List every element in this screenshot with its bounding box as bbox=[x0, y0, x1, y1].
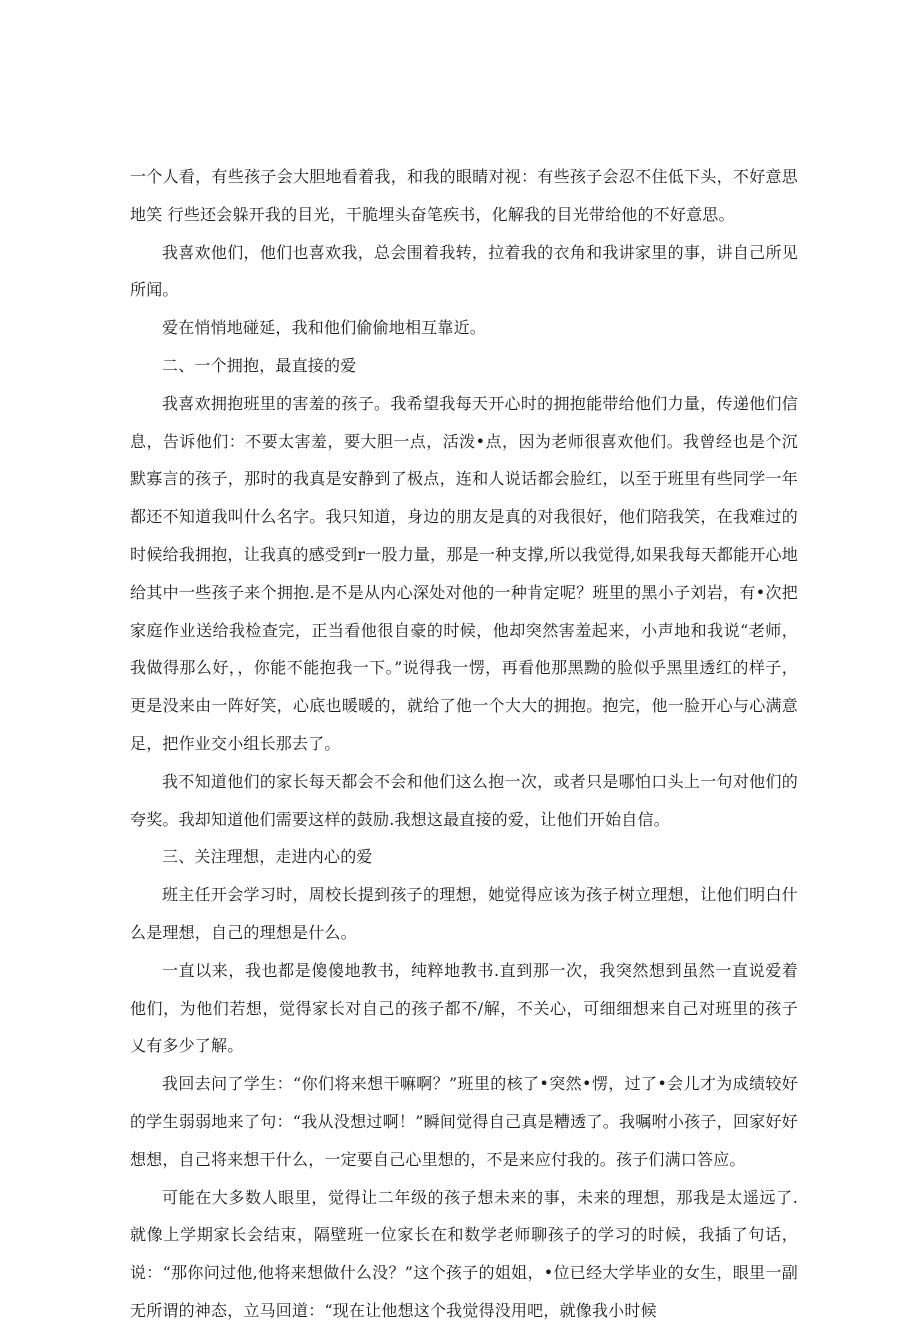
paragraph: 一个人看，有些孩子会大胆地看着我，和我的眼睛对视：有些孩子会忍不住低下头，不好意思地笑 行些还会躲开我的目光，干脆埋头奋笔疾书，化解我的目光带给他的不好意思。 bbox=[130, 167, 798, 224]
paragraph: 爱在悄悄地碰延，我和他们偷偷地相互靠近。 bbox=[162, 318, 487, 338]
document-body bbox=[130, 158, 798, 1330]
paragraph: 可能在大多数人眼里，觉得让二年级的孩子想未来的事，未来的理想，那我是太遥远了.就像上学期家长会结束，隔壁班一位家长在和数学老师聊孩子的学习的时候，我插了句话，说：“那你问过他,他将来想做什么没？”这个孩子的姐姐，•位已经大学毕业的女生，眼里一副无所谓的神态，立马回道：“现在让他想这个我觉得没用吧，就像我小时候 bbox=[130, 1187, 798, 1320]
paragraph: 我喜欢拥抱班里的害羞的孩子。我希望我每天开心时的拥抱能带给他们力量，传递他们信息，告诉他们：不要太害羞，要大胆一点，活泼•点，因为老师很喜欢他们。我曾经也是个沉默寡言的孩子，那时的我真是安静到了极点，连和人说话都会脸红，以至于班里有些同学一年都还不知道我叫什么名字。我只知道，身边的朋友是真的对我很好，他们陪我笑，在我难过的时候给我拥抱，让我真的感受到r一股力量，那是一种支撑,所以我觉得,如果我每天都能开心地给其中一些孩子来个拥抱.是不是从内心深处对他的一种肯定呢？班里的黑小子刘岩，有•次把家庭作业送给我检查完，正当看他很自豪的时候，他却突然害羞起来，小声地和我说“老师，我做得那么好，，你能不能抱我一下。”说得我一愣，再看他那黑黝的脸似乎黑里透红的样子，更是没来由一阵好笑，心底也暖暖的，就给了他一个大大的拥抱。抱完，他一脸开心与心满意足，把作业交小组长那去了。 bbox=[130, 393, 798, 753]
paragraph: 一直以来，我也都是傻傻地教书，纯粹地教书.直到那一次，我突然想到虽然一直说爱着他们，为他们若想，觉得家长对自己的孩子都不/解，不关心，可细细想来自己对班里的孩子乂有多少了解。 bbox=[130, 960, 798, 1056]
paragraph: 我回去问了学生：“你们将来想干嘛啊？”班里的核了•突然•愣，过了•会儿才为成绩较好的学生弱弱地来了句：“我从没想过啊！”瞬间觉得自己真是糟透了。我嘱咐小孩子，回家好好想想，自己将来想干什么，一定要自己心里想的，不是来应付我的。孩子们满口答应。 bbox=[130, 1074, 798, 1169]
paragraph: 我喜欢他们，他们也喜欢我，总会围着我转，拉着我的衣角和我讲家里的事，讲自己所见所闻。 bbox=[130, 242, 798, 300]
section-heading: 三、关注理想，走进内心的爱 bbox=[162, 847, 373, 867]
paragraph: 班主任开会学习时，周校长提到孩子的理想，她觉得应该为孩子树立理想，让他们明白什么是理想，自己的理想是什么。 bbox=[130, 885, 798, 942]
paragraph: 我不知道他们的家长每天都会不会和他们这么抱一次，或者只是哪怕口头上一句对他们的夸奖。我却知道他们需要这样的鼓励.我想这最直接的爱，让他们开始自信。 bbox=[130, 771, 798, 829]
section-heading: 二、一个拥抱，最直接的爱 bbox=[162, 355, 357, 375]
